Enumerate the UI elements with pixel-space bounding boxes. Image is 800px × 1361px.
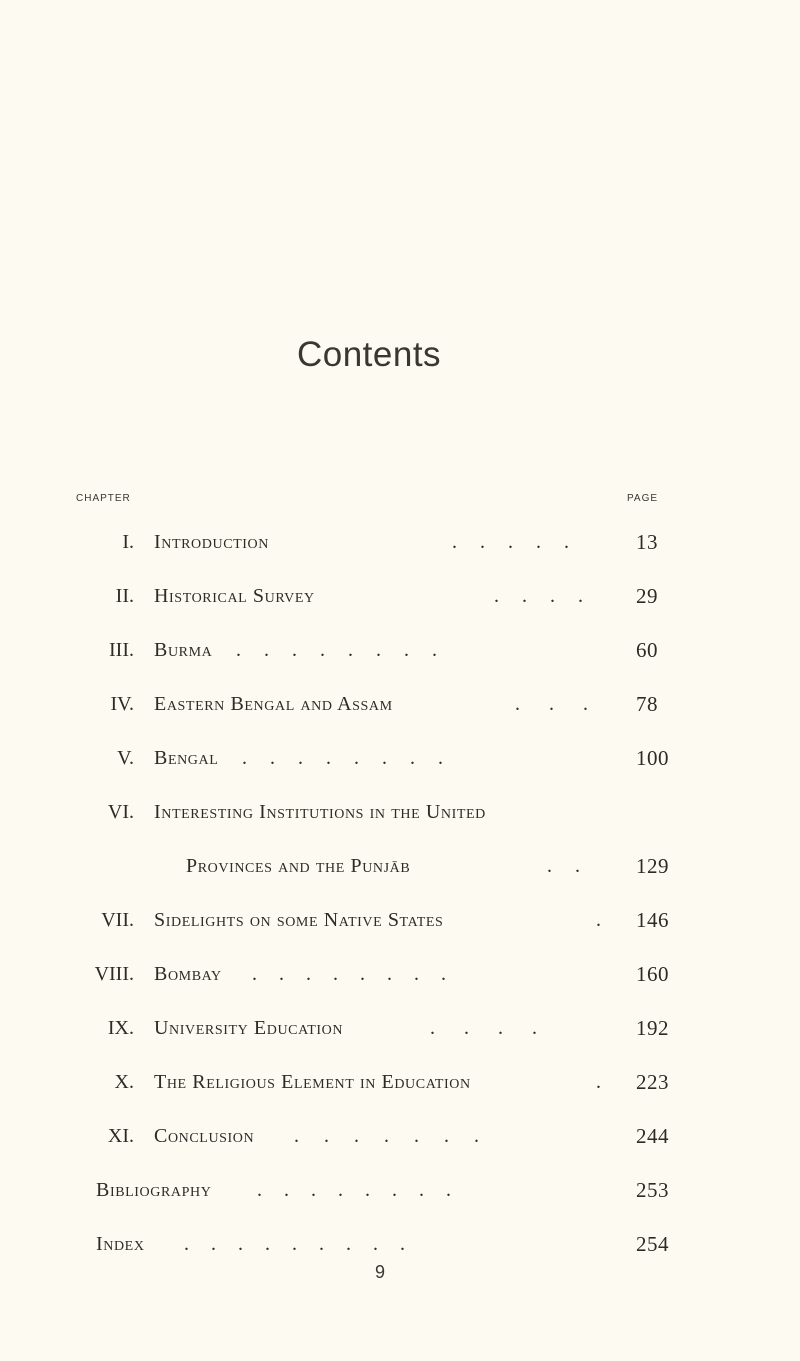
- leader-dots: . . . . .: [452, 531, 569, 553]
- page-number: 192: [636, 1016, 669, 1040]
- page-number: 29: [636, 584, 658, 608]
- page-number: 13: [636, 530, 658, 554]
- chapter-number: V.: [117, 747, 134, 769]
- leader-dots: . . . . . . . .: [242, 747, 443, 769]
- chapter-title: Bengal: [154, 747, 219, 769]
- chapter-title: The Religious Element in Education: [154, 1071, 471, 1093]
- chapter-title: Sidelights on some Native States: [154, 909, 444, 931]
- chapter-number: XI.: [107, 1125, 134, 1147]
- page-number: 78: [636, 692, 658, 716]
- chapter-title: Burma: [154, 639, 213, 661]
- leader-dots: . . . . . . . .: [252, 963, 446, 985]
- page-number: 223: [636, 1070, 669, 1094]
- page-number: 146: [636, 908, 669, 932]
- chapter-number: VII.: [101, 909, 134, 931]
- leader-dots: . .: [547, 855, 580, 877]
- page-number: 253: [636, 1178, 669, 1202]
- chapter-number: X.: [114, 1071, 134, 1093]
- leader-dots: . . . . . . .: [294, 1125, 479, 1147]
- chapter-title: Conclusion: [154, 1125, 255, 1147]
- chapter-title-continued: Provinces and the Punjāb: [186, 855, 411, 877]
- leader-dots: . . .: [515, 693, 588, 715]
- leader-dots: .: [596, 909, 601, 931]
- chapter-number: I.: [122, 531, 134, 553]
- leader-dots: . . . . . . . .: [236, 639, 437, 661]
- leader-dots: . . . . . . . . .: [184, 1233, 405, 1255]
- chapter-title: Interesting Institutions in the United: [154, 801, 486, 823]
- page-number: 254: [636, 1232, 669, 1256]
- page-number: 160: [636, 962, 669, 986]
- chapter-number: VIII.: [94, 963, 134, 985]
- chapter-title: Historical Survey: [154, 585, 315, 607]
- chapter-title: Bombay: [154, 963, 222, 985]
- chapter-title: University Education: [154, 1017, 344, 1039]
- leader-dots: . . . . . . . .: [257, 1179, 451, 1201]
- page-column-header: PAGE: [627, 493, 659, 504]
- section-title: Bibliography: [96, 1179, 212, 1201]
- chapter-column-header: CHAPTER: [76, 493, 131, 504]
- chapter-number: IV.: [110, 693, 134, 715]
- page-number: 100: [636, 746, 669, 770]
- page-number: 129: [636, 854, 669, 878]
- chapter-title: Eastern Bengal and Assam: [154, 693, 393, 715]
- folio-page-number: 9: [374, 1262, 385, 1282]
- leader-dots: . . . .: [494, 585, 583, 607]
- chapter-number: VI.: [107, 801, 134, 823]
- leader-dots: . . . .: [430, 1017, 537, 1039]
- page-number: 244: [636, 1124, 669, 1148]
- chapter-number: IX.: [107, 1017, 134, 1039]
- chapter-number: II.: [115, 585, 134, 607]
- section-title: Index: [96, 1233, 145, 1255]
- chapter-title: Introduction: [154, 531, 269, 553]
- page-number: 60: [636, 638, 658, 662]
- chapter-number: III.: [109, 639, 134, 661]
- page-title: Contents: [296, 335, 442, 374]
- leader-dots: .: [596, 1071, 601, 1093]
